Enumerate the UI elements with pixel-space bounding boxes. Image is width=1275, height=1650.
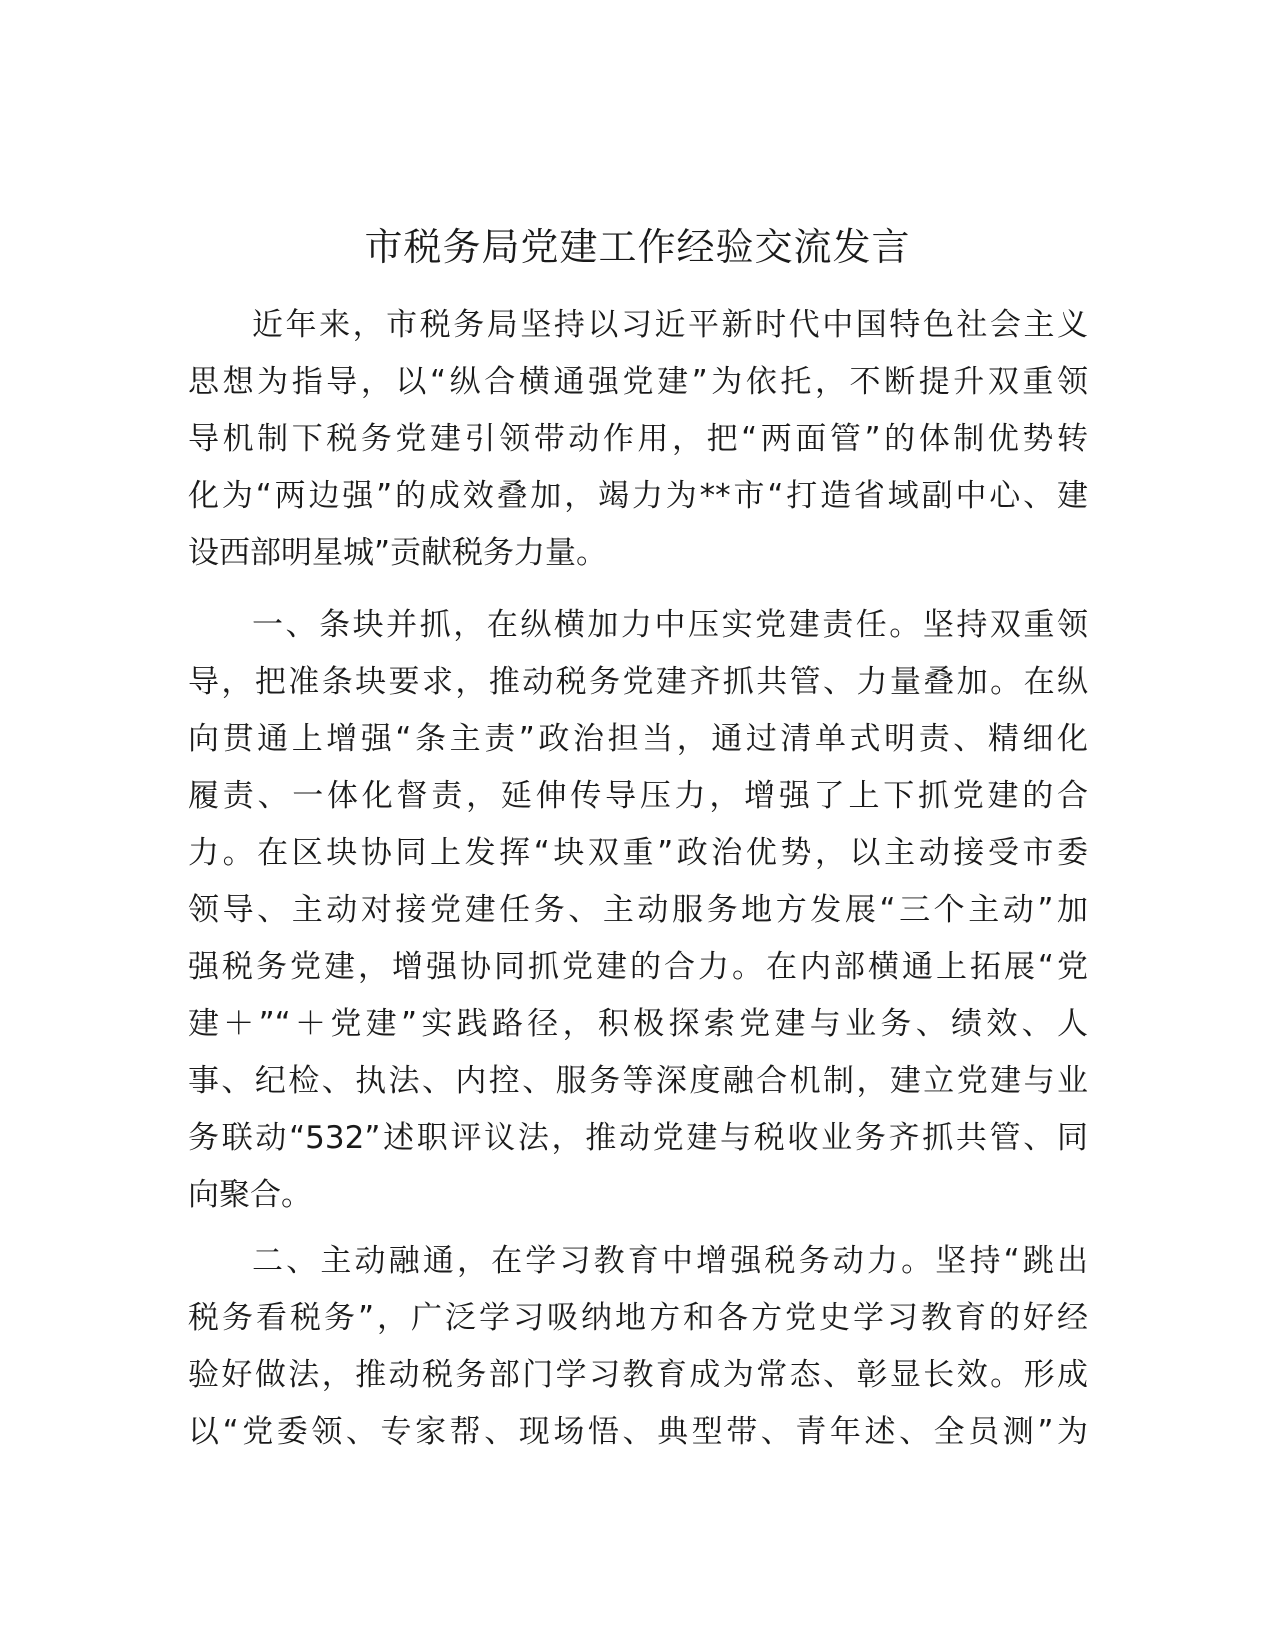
- paragraph-line: 务联动“532”述职评议法，推动党建与税收业务齐抓共管、同: [188, 1120, 1088, 1156]
- paragraph-line: 验好做法，推动税务部门学习教育成为常态、彰显长效。形成: [188, 1357, 1088, 1393]
- paragraph-line: 设西部明星城”贡献税务力量。: [188, 535, 608, 571]
- document-title: 市税务局党建工作经验交流发言: [364, 225, 911, 269]
- paragraph-line: 强税务党建，增强协同抓党建的合力。在内部横通上拓展“党: [188, 949, 1088, 985]
- paragraph-line: 近年来，市税务局坚持以习近平新时代中国特色社会主义: [252, 307, 1088, 343]
- paragraph-line: 建＋”“＋党建”实践路径，积极探索党建与业务、绩效、人: [188, 1006, 1088, 1042]
- paragraph-line: 以“党委领、专家帮、现场悟、典型带、青年述、全员测”为: [188, 1414, 1088, 1450]
- paragraph-line: 导机制下税务党建引领带动作用，把“两面管”的体制优势转: [188, 421, 1088, 457]
- paragraph-line: 一、条块并抓，在纵横加力中压实党建责任。坚持双重领: [252, 607, 1088, 643]
- paragraph-line: 二、主动融通，在学习教育中增强税务动力。坚持“跳出: [252, 1243, 1088, 1279]
- paragraph-line: 导，把准条块要求，推动税务党建齐抓共管、力量叠加。在纵: [188, 664, 1088, 700]
- paragraph-line: 思想为指导，以“纵合横通强党建”为依托，不断提升双重领: [188, 364, 1088, 400]
- paragraph-line: 化为“两边强”的成效叠加，竭力为**市“打造省域副中心、建: [188, 478, 1088, 514]
- paragraph-line: 领导、主动对接党建任务、主动服务地方发展“三个主动”加: [188, 892, 1088, 928]
- paragraph-line: 履责、一体化督责，延伸传导压力，增强了上下抓党建的合: [188, 778, 1088, 814]
- paragraph-line: 力。在区块协同上发挥“块双重”政治优势，以主动接受市委: [188, 835, 1088, 871]
- paragraph-line: 事、纪检、执法、内控、服务等深度融合机制，建立党建与业: [188, 1063, 1088, 1099]
- paragraph-line: 向贯通上增强“条主责”政治担当，通过清单式明责、精细化: [188, 721, 1088, 757]
- paragraph-intro: [188, 297, 1088, 582]
- paragraph-section-two: [188, 1233, 1088, 1461]
- paragraph-line: 税务看税务”，广泛学习吸纳地方和各方党史学习教育的好经: [188, 1300, 1088, 1336]
- paragraph-section-one: [188, 597, 1088, 1224]
- paragraph-line: 向聚合。: [188, 1177, 312, 1213]
